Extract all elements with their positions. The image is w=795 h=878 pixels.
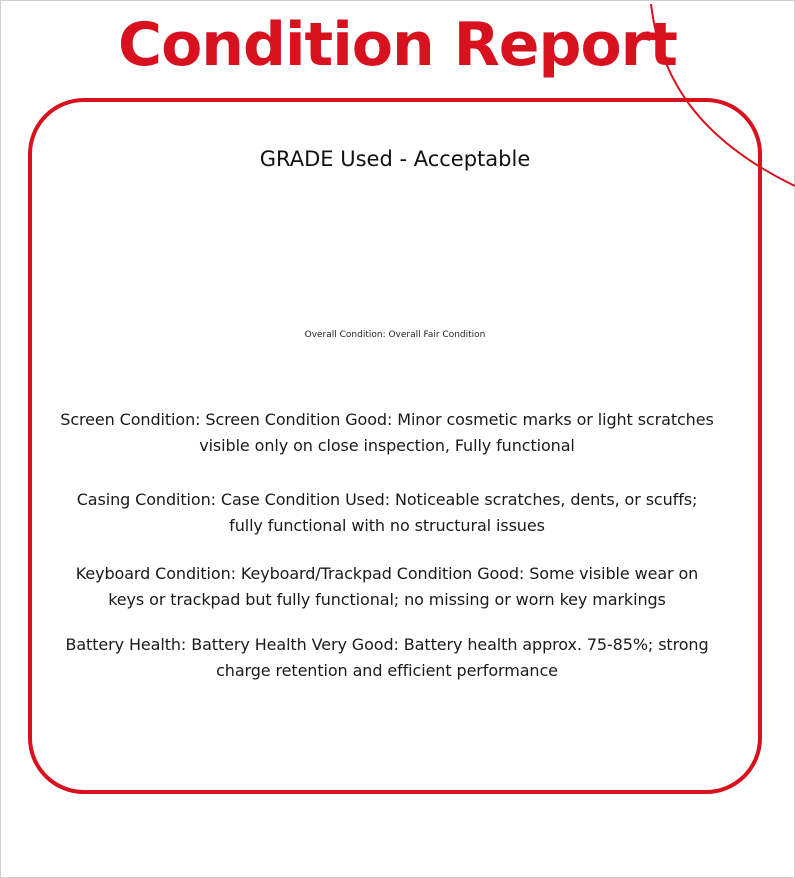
- grade-heading: GRADE Used - Acceptable: [259, 147, 531, 171]
- casing-condition: Casing Condition: Case Condition Used: Noticeable scratches, dents, or scuffs; fully functional with no structural issues: [76, 490, 698, 535]
- report-title: Condition Report: [118, 10, 677, 80]
- screen-condition: Screen Condition: Screen Condition Good: Minor cosmetic marks or light scratches visible only on close inspection, Fully functional: [60, 410, 714, 455]
- battery-health: Battery Health: Battery Health Very Good: Battery health approx. 75-85%; strong charge retention and efficient performance: [65, 635, 709, 680]
- overall-condition: Overall Condition: Overall Fair Condition: [304, 330, 486, 340]
- keyboard-condition: Keyboard Condition: Keyboard/Trackpad Condition Good: Some visible wear on keys or trackpad but fully functional; no missing or worn key markings: [75, 564, 699, 609]
